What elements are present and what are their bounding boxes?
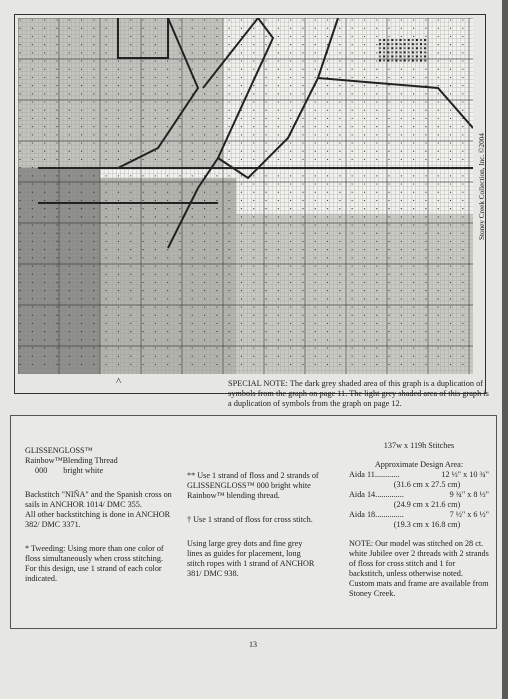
size-value: 7 ½" x 6 ½" xyxy=(449,510,489,519)
size-label: Aida 18.............. xyxy=(349,510,404,519)
legend-col-right xyxy=(349,441,489,599)
copyright-text: Stoney Creek Collection, Inc. ©2004 xyxy=(478,133,486,240)
size-label: Aida 14.............. xyxy=(349,490,404,499)
size-metric: (31.6 cm x 27.5 cm) xyxy=(393,480,461,489)
legend-col-middle xyxy=(187,471,319,579)
size-label: Aida 11............ xyxy=(349,470,400,479)
size-row xyxy=(349,490,489,500)
size-metric: (19.3 cm x 16.8 cm) xyxy=(393,520,461,529)
size-row xyxy=(349,510,489,520)
tweeding-note: * Tweeding: Using more than one color of floss simultaneously when cross stitching. For this design, use 1 strand of each color indicated. xyxy=(25,544,164,583)
size-metric: (24.9 cm x 21.6 cm) xyxy=(393,500,461,509)
page-edge-shadow xyxy=(502,0,508,699)
blend-note: ** Use 1 strand of floss and 2 strands of GLISSENGLOSS™ 000 bright white Rainbow™ blending thread. xyxy=(187,471,319,500)
design-area-heading: Approximate Design Area: xyxy=(374,460,464,469)
model-note: NOTE: Our model was stitched on 28 ct. white Jubilee over 2 threads with 2 strands of floss for cross stitch and 1 for backstitch, unless otherwise noted. Custom mats and frame are available from Stoney Creek. xyxy=(349,539,489,598)
special-note: SPECIAL NOTE: The dark grey shaded area of this graph is a duplication of symbols from the graph on page 11. The light grey shaded area of this graph is a duplication of symbols from the graph on page 12. xyxy=(228,379,489,408)
long-stitch-note: Using large grey dots and fine grey lines as guides for placement, long stitch ropes with 1 strand of ANCHOR 381/ DMC 938. xyxy=(187,539,315,578)
size-value: 12 ½" x 10 ¾" xyxy=(441,470,489,479)
cross-stitch-note: † Use 1 strand of floss for cross stitch. xyxy=(187,515,313,524)
legend-title: GLISSENGLOSS™ xyxy=(25,446,93,455)
cross-stitch-chart xyxy=(18,18,473,374)
backstitch-note-2: All other backstitching is done in ANCHOR 382/ DMC 3371. xyxy=(25,510,171,529)
size-row xyxy=(349,470,489,480)
page-number: 13 xyxy=(249,640,257,649)
size-value: 9 ¾" x 8 ½" xyxy=(449,490,489,499)
stitch-count: 137w x 119h Stitches xyxy=(383,441,455,450)
legend-box xyxy=(10,415,497,629)
legend-col-left xyxy=(25,446,175,584)
thread-code: 000 xyxy=(35,466,48,475)
center-marker: ^ xyxy=(116,376,122,388)
legend-subtitle: Rainbow™Blending Thread xyxy=(25,456,118,465)
backstitch-note-1: Backstitch "NIÑA" and the Spanish cross on sails in ANCHOR 1014/ DMC 355. xyxy=(25,490,172,509)
thread-name: bright white xyxy=(63,466,104,475)
size-list xyxy=(349,470,489,530)
